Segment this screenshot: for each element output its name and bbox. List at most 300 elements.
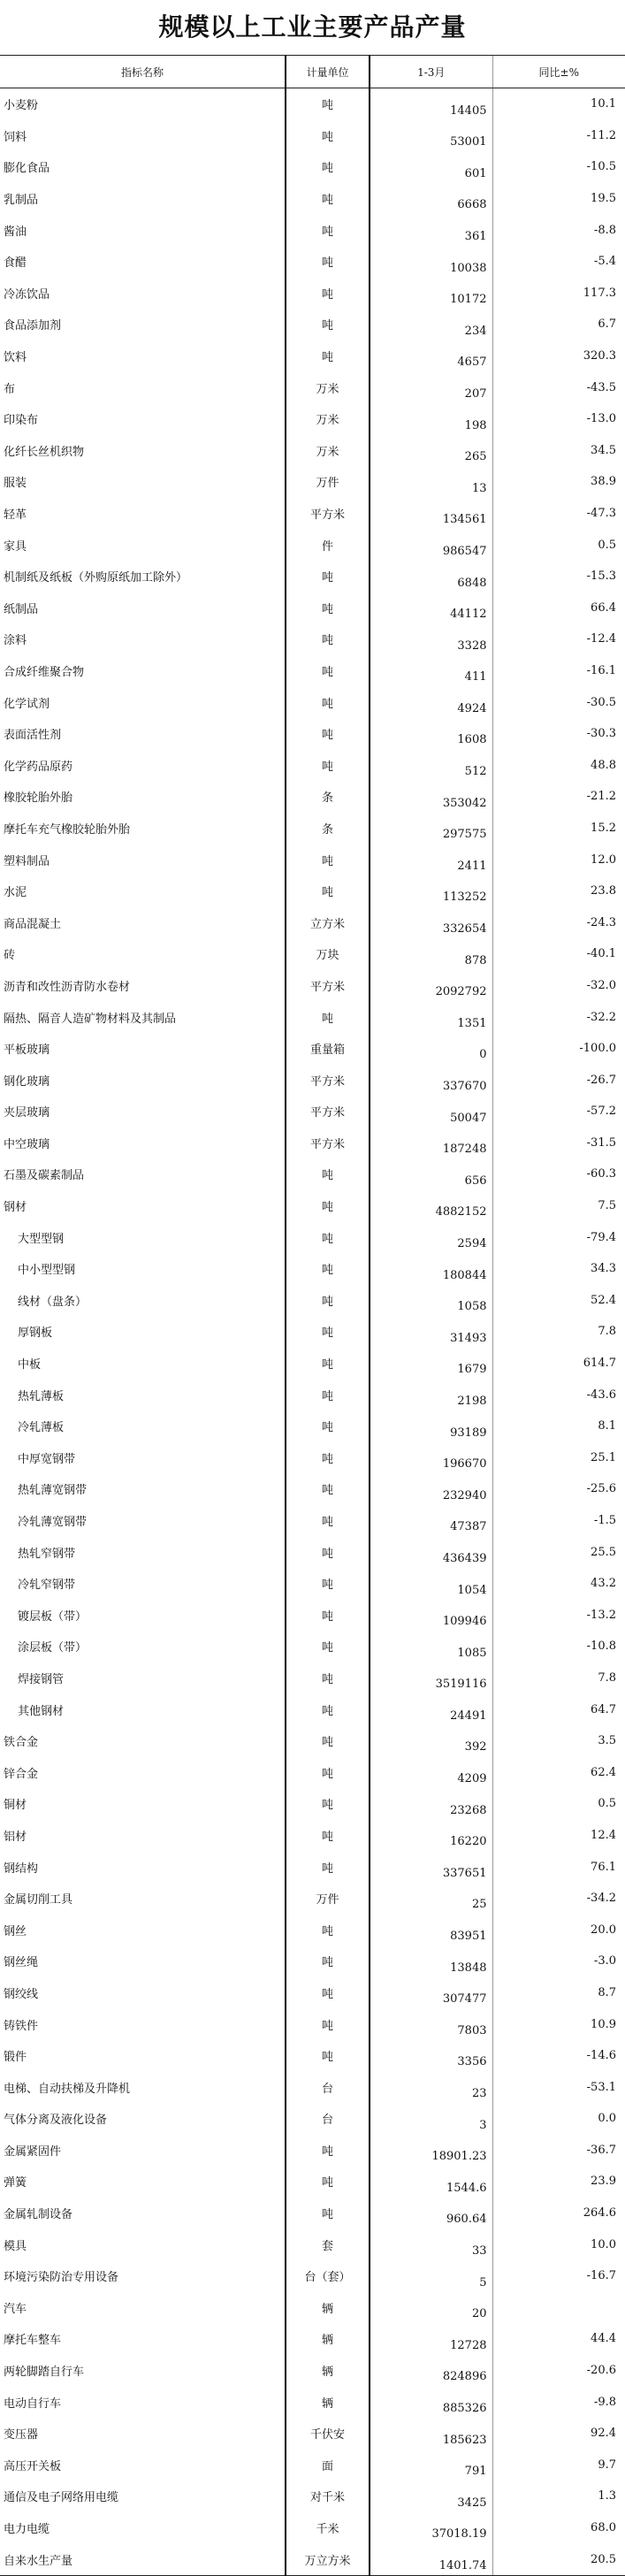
indicator-name: 热轧薄板 bbox=[18, 1389, 65, 1403]
indicator-name: 纸制品 bbox=[4, 602, 39, 616]
indicator-name: 夹层玻璃 bbox=[4, 1106, 50, 1120]
change-cell: -60.3 bbox=[492, 1158, 625, 1190]
value-cell: 207 bbox=[464, 386, 487, 401]
change-cell: 62.4 bbox=[492, 1756, 625, 1788]
header-period: 1-3月 bbox=[370, 56, 492, 88]
table-row bbox=[0, 749, 625, 781]
table-row bbox=[0, 246, 625, 278]
change-cell: -31.5 bbox=[492, 1127, 625, 1159]
value-cell: 187248 bbox=[442, 1143, 487, 1157]
indicator-name: 涂料 bbox=[4, 634, 27, 648]
change-cell: -1.5 bbox=[492, 1505, 625, 1537]
table-row bbox=[0, 88, 625, 120]
table-row bbox=[0, 1600, 625, 1632]
table-row bbox=[0, 1505, 625, 1537]
change-cell: 76.1 bbox=[492, 1851, 625, 1883]
indicator-name: 化学药品原药 bbox=[4, 760, 73, 774]
unit-cell: 万件 bbox=[286, 1883, 370, 1915]
change-cell: -34.2 bbox=[492, 1883, 625, 1915]
table-row bbox=[0, 1379, 625, 1410]
value-cell: 24491 bbox=[450, 1708, 487, 1723]
change-cell: 12.4 bbox=[492, 1820, 625, 1852]
indicator-name: 厚钢板 bbox=[18, 1326, 53, 1341]
value-cell: 14405 bbox=[450, 103, 487, 118]
unit-cell: 吨 bbox=[286, 875, 370, 907]
table-row bbox=[0, 592, 625, 624]
change-cell: 0.5 bbox=[492, 1788, 625, 1820]
change-cell: -32.0 bbox=[492, 970, 625, 1002]
value-cell: 109946 bbox=[442, 1615, 487, 1629]
unit-cell: 吨 bbox=[286, 1725, 370, 1757]
table-row bbox=[0, 1127, 625, 1159]
value-cell: 986547 bbox=[442, 544, 487, 558]
indicator-name: 轻革 bbox=[4, 508, 27, 523]
value-cell: 13 bbox=[471, 481, 487, 495]
value-cell: 2411 bbox=[457, 859, 487, 873]
table-row bbox=[0, 120, 625, 152]
unit-cell: 吨 bbox=[286, 1379, 370, 1410]
table-row bbox=[0, 214, 625, 246]
indicator-name: 其他钢材 bbox=[18, 1704, 65, 1718]
indicator-name: 食品添加剂 bbox=[4, 319, 62, 333]
unit-cell: 吨 bbox=[286, 623, 370, 655]
change-cell: -14.6 bbox=[492, 2040, 625, 2072]
unit-cell: 吨 bbox=[286, 1001, 370, 1033]
value-cell: 791 bbox=[464, 2465, 487, 2479]
table-row bbox=[0, 1914, 625, 1945]
table-row bbox=[0, 561, 625, 592]
indicator-name: 变压器 bbox=[4, 2428, 39, 2442]
table-row bbox=[0, 2008, 625, 2040]
table-row bbox=[0, 371, 625, 403]
value-cell: 31493 bbox=[450, 1331, 487, 1345]
value-cell: 232940 bbox=[442, 1488, 487, 1502]
indicator-name: 模具 bbox=[4, 2239, 27, 2253]
unit-cell: 吨 bbox=[286, 686, 370, 718]
value-cell: 1351 bbox=[457, 1016, 487, 1030]
table-row bbox=[0, 1725, 625, 1757]
table-row bbox=[0, 2450, 625, 2481]
indicator-name: 自来水生产量 bbox=[0, 2543, 286, 2575]
change-cell: -100.0 bbox=[492, 1033, 625, 1065]
value-cell: 4924 bbox=[457, 701, 487, 715]
value-cell: 3 bbox=[479, 2118, 487, 2132]
value-cell: 265 bbox=[464, 450, 487, 464]
unit-cell: 吨 bbox=[286, 183, 370, 215]
table-row bbox=[0, 2198, 625, 2229]
indicator-name: 钢化玻璃 bbox=[4, 1074, 50, 1089]
change-cell: 48.8 bbox=[492, 749, 625, 781]
table-row bbox=[0, 1568, 625, 1600]
indicator-name: 电力电缆 bbox=[4, 2523, 50, 2537]
unit-cell: 吨 bbox=[286, 749, 370, 781]
table-row bbox=[0, 875, 625, 907]
unit-cell: 吨 bbox=[286, 120, 370, 152]
table-row bbox=[0, 1096, 625, 1127]
value-cell: 23 bbox=[471, 2087, 487, 2100]
unit-cell: 吨 bbox=[286, 655, 370, 687]
unit-cell: 万块 bbox=[286, 938, 370, 970]
change-cell: 264.6 bbox=[492, 2198, 625, 2229]
indicator-name: 表面活性剂 bbox=[4, 729, 62, 743]
change-cell: -30.3 bbox=[492, 718, 625, 750]
change-cell: 7.5 bbox=[492, 1190, 625, 1222]
unit-cell: 吨 bbox=[286, 1945, 370, 1977]
indicator-name: 线材（盘条） bbox=[18, 1295, 88, 1309]
value-cell: 234 bbox=[464, 324, 487, 338]
table-row bbox=[0, 781, 625, 813]
table-row bbox=[0, 1033, 625, 1065]
indicator-name: 平板玻璃 bbox=[4, 1043, 50, 1058]
change-cell: -32.2 bbox=[492, 1001, 625, 1033]
indicator-name: 金属轧制设备 bbox=[4, 2208, 73, 2222]
unit-cell: 吨 bbox=[286, 1851, 370, 1883]
change-cell: -13.0 bbox=[492, 403, 625, 435]
unit-cell: 吨 bbox=[286, 1663, 370, 1694]
change-cell: -26.7 bbox=[492, 1064, 625, 1096]
unit-cell: 吨 bbox=[286, 718, 370, 750]
unit-cell: 吨 bbox=[286, 561, 370, 592]
unit-cell: 套 bbox=[286, 2228, 370, 2260]
table-row bbox=[0, 1820, 625, 1852]
unit-cell: 万立方米 bbox=[286, 2543, 370, 2575]
unit-cell: 吨 bbox=[286, 1190, 370, 1222]
table-row bbox=[0, 1631, 625, 1663]
change-cell: -3.0 bbox=[492, 1945, 625, 1977]
value-cell: 185623 bbox=[442, 2433, 487, 2447]
unit-cell: 吨 bbox=[286, 1693, 370, 1725]
value-cell: 1058 bbox=[457, 1300, 487, 1314]
value-cell: 824896 bbox=[442, 2370, 487, 2384]
header-unit: 计量单位 bbox=[286, 56, 370, 88]
indicator-name: 砖 bbox=[4, 949, 16, 963]
indicator-name: 塑料制品 bbox=[4, 854, 50, 868]
value-cell: 7803 bbox=[457, 2023, 487, 2037]
table-row bbox=[0, 2071, 625, 2103]
indicator-name: 饲料 bbox=[4, 130, 27, 144]
indicator-name: 食醋 bbox=[4, 256, 27, 271]
indicator-name: 中厚宽钢带 bbox=[18, 1452, 76, 1466]
unit-cell: 万米 bbox=[286, 435, 370, 467]
value-cell: 885326 bbox=[442, 2401, 487, 2415]
change-cell: -21.2 bbox=[492, 781, 625, 813]
indicator-name: 焊接钢管 bbox=[18, 1672, 65, 1686]
value-cell: 10038 bbox=[450, 261, 487, 275]
indicator-name: 铸铁件 bbox=[4, 2019, 39, 2033]
unit-cell: 条 bbox=[286, 781, 370, 813]
change-cell: -40.1 bbox=[492, 938, 625, 970]
indicator-name: 化纤长丝机织物 bbox=[4, 445, 85, 459]
indicator-name: 高压开关板 bbox=[4, 2459, 62, 2473]
value-cell: 2594 bbox=[457, 1236, 487, 1250]
change-cell: 8.7 bbox=[492, 1977, 625, 2009]
table-row bbox=[0, 1158, 625, 1190]
value-cell: 6668 bbox=[457, 198, 487, 212]
value-cell: 50047 bbox=[450, 1111, 487, 1125]
change-cell: 7.8 bbox=[492, 1663, 625, 1694]
value-cell: 6848 bbox=[457, 576, 487, 590]
table-row bbox=[0, 1190, 625, 1222]
indicator-name: 钢结构 bbox=[4, 1861, 39, 1876]
value-cell: 3356 bbox=[457, 2055, 487, 2069]
value-cell: 44112 bbox=[450, 608, 487, 622]
value-cell: 20 bbox=[471, 2307, 487, 2321]
table-row bbox=[0, 718, 625, 750]
change-cell: 9.7 bbox=[492, 2450, 625, 2481]
indicator-name: 镀层板（带） bbox=[18, 1609, 88, 1624]
indicator-name: 热轧窄钢带 bbox=[18, 1547, 76, 1561]
indicator-name: 弹簧 bbox=[4, 2176, 27, 2190]
change-cell: -8.8 bbox=[492, 214, 625, 246]
change-cell: -16.1 bbox=[492, 655, 625, 687]
change-cell: -53.1 bbox=[492, 2071, 625, 2103]
unit-cell: 吨 bbox=[286, 2008, 370, 2040]
indicator-name: 石墨及碳素制品 bbox=[4, 1169, 85, 1183]
change-cell: -20.6 bbox=[492, 2355, 625, 2387]
indicator-name: 家具 bbox=[4, 539, 27, 554]
indicator-name: 乳制品 bbox=[4, 194, 39, 208]
indicator-name: 钢材 bbox=[4, 1201, 27, 1215]
unit-cell: 吨 bbox=[286, 1442, 370, 1474]
indicator-name: 大型型钢 bbox=[18, 1232, 65, 1246]
indicator-name: 沥青和改性沥青防水卷材 bbox=[4, 980, 131, 994]
unit-cell: 吨 bbox=[286, 1631, 370, 1663]
value-cell: 53001 bbox=[450, 135, 487, 149]
indicator-name: 饮料 bbox=[4, 351, 27, 365]
indicator-name: 铝材 bbox=[4, 1830, 27, 1844]
unit-cell: 吨 bbox=[286, 1536, 370, 1568]
table-row bbox=[0, 686, 625, 718]
table-header-row bbox=[0, 56, 625, 88]
table-row bbox=[0, 435, 625, 467]
value-cell: 1679 bbox=[457, 1363, 487, 1377]
indicator-name: 汽车 bbox=[4, 2302, 27, 2316]
unit-cell: 吨 bbox=[286, 1158, 370, 1190]
table-row bbox=[0, 1883, 625, 1915]
change-cell: 1.3 bbox=[492, 2480, 625, 2512]
change-cell: 92.4 bbox=[492, 2418, 625, 2450]
unit-cell: 吨 bbox=[286, 1473, 370, 1505]
table-row bbox=[0, 2386, 625, 2418]
indicator-name: 冷轧薄板 bbox=[18, 1421, 65, 1435]
value-cell: 512 bbox=[464, 765, 487, 779]
unit-cell: 吨 bbox=[286, 309, 370, 340]
unit-cell: 万米 bbox=[286, 371, 370, 403]
change-cell: 25.1 bbox=[492, 1442, 625, 1474]
indicator-name: 涂层板（带） bbox=[18, 1641, 88, 1655]
change-cell: -10.8 bbox=[492, 1631, 625, 1663]
indicator-name: 小麦粉 bbox=[4, 99, 39, 113]
table-row bbox=[0, 2323, 625, 2355]
unit-cell: 吨 bbox=[286, 1253, 370, 1285]
change-cell: 0.5 bbox=[492, 529, 625, 561]
production-table bbox=[0, 55, 625, 2576]
value-cell: 332654 bbox=[442, 922, 487, 936]
change-cell: 10.1 bbox=[492, 88, 625, 120]
value-cell: 2198 bbox=[457, 1394, 487, 1408]
change-cell: 38.9 bbox=[492, 466, 625, 498]
value-cell: 3519116 bbox=[435, 1678, 487, 1692]
change-cell: 20.5 bbox=[492, 2543, 625, 2575]
change-cell: -5.4 bbox=[492, 246, 625, 278]
value-cell: 33 bbox=[471, 2243, 487, 2258]
unit-cell: 千米 bbox=[286, 2512, 370, 2544]
table-row bbox=[0, 970, 625, 1002]
table-row bbox=[0, 2418, 625, 2450]
indicator-name: 中小型型钢 bbox=[18, 1264, 76, 1278]
indicator-name: 环境污染防治专用设备 bbox=[4, 2271, 119, 2285]
change-cell: 10.9 bbox=[492, 2008, 625, 2040]
table-row bbox=[0, 1410, 625, 1442]
unit-cell: 吨 bbox=[286, 1348, 370, 1380]
unit-cell: 吨 bbox=[286, 2135, 370, 2167]
unit-cell: 条 bbox=[286, 813, 370, 845]
value-cell: 297575 bbox=[442, 828, 487, 842]
indicator-name: 化学试剂 bbox=[4, 697, 50, 711]
table-row bbox=[0, 529, 625, 561]
change-cell: -15.3 bbox=[492, 561, 625, 592]
value-cell: 1054 bbox=[457, 1583, 487, 1597]
table-row bbox=[0, 1536, 625, 1568]
change-cell: 66.4 bbox=[492, 592, 625, 624]
unit-cell: 辆 bbox=[286, 2292, 370, 2324]
indicator-name: 机制纸及纸板（外购原纸加工除外） bbox=[4, 571, 188, 585]
table-row bbox=[0, 938, 625, 970]
indicator-name: 钢绞线 bbox=[4, 1987, 39, 2001]
table-row bbox=[0, 1316, 625, 1348]
change-cell: -9.8 bbox=[492, 2386, 625, 2418]
unit-cell: 辆 bbox=[286, 2386, 370, 2418]
unit-cell: 吨 bbox=[286, 1914, 370, 1945]
unit-cell: 面 bbox=[286, 2450, 370, 2481]
value-cell: 960.64 bbox=[446, 2213, 487, 2227]
unit-cell: 吨 bbox=[286, 1820, 370, 1852]
value-cell: 392 bbox=[464, 1740, 487, 1754]
value-cell: 0 bbox=[479, 1048, 487, 1062]
unit-cell: 平方米 bbox=[286, 1127, 370, 1159]
change-cell: 52.4 bbox=[492, 1285, 625, 1317]
change-cell bbox=[492, 2292, 625, 2324]
table-row bbox=[0, 1756, 625, 1788]
indicator-name: 电动自行车 bbox=[4, 2396, 62, 2411]
change-cell: 34.3 bbox=[492, 1253, 625, 1285]
value-cell: 361 bbox=[464, 229, 487, 243]
value-cell: 1544.6 bbox=[446, 2181, 487, 2195]
value-cell: 4657 bbox=[457, 355, 487, 370]
indicator-name: 中空玻璃 bbox=[4, 1137, 50, 1151]
table-row bbox=[0, 151, 625, 183]
unit-cell: 台 bbox=[286, 2103, 370, 2135]
indicator-name: 隔热、隔音人造矿物材料及其制品 bbox=[4, 1012, 177, 1026]
change-cell: 43.2 bbox=[492, 1568, 625, 1600]
value-cell: 337670 bbox=[442, 1080, 487, 1093]
unit-cell: 辆 bbox=[286, 2323, 370, 2355]
change-cell: -43.5 bbox=[492, 371, 625, 403]
unit-cell: 吨 bbox=[286, 1505, 370, 1537]
table-row bbox=[0, 278, 625, 310]
change-cell: -43.6 bbox=[492, 1379, 625, 1410]
unit-cell: 平方米 bbox=[286, 970, 370, 1002]
value-cell: 5 bbox=[479, 2275, 487, 2289]
change-cell: 23.9 bbox=[492, 2166, 625, 2198]
table-row bbox=[0, 2166, 625, 2198]
indicator-name: 橡胶轮胎外胎 bbox=[4, 791, 73, 806]
change-cell: 44.4 bbox=[492, 2323, 625, 2355]
value-cell: 93189 bbox=[450, 1426, 487, 1440]
unit-cell: 吨 bbox=[286, 214, 370, 246]
change-cell: -25.6 bbox=[492, 1473, 625, 1505]
table-row bbox=[0, 906, 625, 938]
unit-cell: 台（套） bbox=[286, 2260, 370, 2292]
unit-cell: 吨 bbox=[286, 844, 370, 875]
table-row bbox=[0, 813, 625, 845]
change-cell: 6.7 bbox=[492, 309, 625, 340]
table-row bbox=[0, 2512, 625, 2544]
change-cell: 10.0 bbox=[492, 2228, 625, 2260]
unit-cell: 吨 bbox=[286, 1285, 370, 1317]
indicator-name: 水泥 bbox=[4, 886, 27, 900]
table-row bbox=[0, 1285, 625, 1317]
change-cell: -36.7 bbox=[492, 2135, 625, 2167]
value-cell: 2092792 bbox=[435, 985, 487, 999]
unit-cell: 重量箱 bbox=[286, 1033, 370, 1065]
indicator-name: 热轧薄宽钢带 bbox=[18, 1484, 88, 1498]
value-cell: 13848 bbox=[450, 1961, 487, 1975]
change-cell: 614.7 bbox=[492, 1348, 625, 1380]
value-cell: 18901.23 bbox=[431, 2150, 487, 2164]
indicator-name: 服装 bbox=[4, 477, 27, 491]
value-cell: 4209 bbox=[457, 1772, 487, 1786]
table-row bbox=[0, 1221, 625, 1253]
indicator-name: 金属紧固件 bbox=[4, 2144, 62, 2159]
change-cell: 12.0 bbox=[492, 844, 625, 875]
indicator-name: 气体分离及液化设备 bbox=[4, 2114, 108, 2128]
value-cell: 353042 bbox=[442, 796, 487, 810]
indicator-name: 冷轧窄钢带 bbox=[18, 1578, 76, 1593]
table-row bbox=[0, 1442, 625, 1474]
table-row bbox=[0, 1253, 625, 1285]
value-cell: 4882152 bbox=[435, 1205, 487, 1219]
unit-cell: 吨 bbox=[286, 1316, 370, 1348]
change-cell: 3.5 bbox=[492, 1725, 625, 1757]
change-cell: -30.5 bbox=[492, 686, 625, 718]
unit-cell: 件 bbox=[286, 529, 370, 561]
indicator-name: 冷轧薄宽钢带 bbox=[18, 1516, 88, 1530]
value-cell: 1085 bbox=[457, 1646, 487, 1660]
page-title: 规模以上工业主要产品产量 bbox=[158, 12, 467, 42]
table-row bbox=[0, 2260, 625, 2292]
change-cell: -24.3 bbox=[492, 906, 625, 938]
change-cell: 7.8 bbox=[492, 1316, 625, 1348]
unit-cell: 台 bbox=[286, 2071, 370, 2103]
change-cell: -11.2 bbox=[492, 120, 625, 152]
table-row bbox=[0, 309, 625, 340]
indicator-name: 印染布 bbox=[4, 414, 39, 428]
table-row bbox=[0, 183, 625, 215]
change-cell: 15.2 bbox=[492, 813, 625, 845]
value-cell: 47387 bbox=[450, 1520, 487, 1534]
indicator-name: 铜材 bbox=[4, 1799, 27, 1813]
table-row bbox=[0, 403, 625, 435]
value-cell: 337651 bbox=[442, 1866, 487, 1880]
value-cell: 113252 bbox=[442, 891, 487, 905]
change-cell: -13.2 bbox=[492, 1600, 625, 1632]
value-cell: 656 bbox=[464, 1173, 487, 1188]
table-row bbox=[0, 1348, 625, 1380]
value-cell: 1608 bbox=[457, 733, 487, 747]
unit-cell: 吨 bbox=[286, 278, 370, 310]
table-row bbox=[0, 1001, 625, 1033]
